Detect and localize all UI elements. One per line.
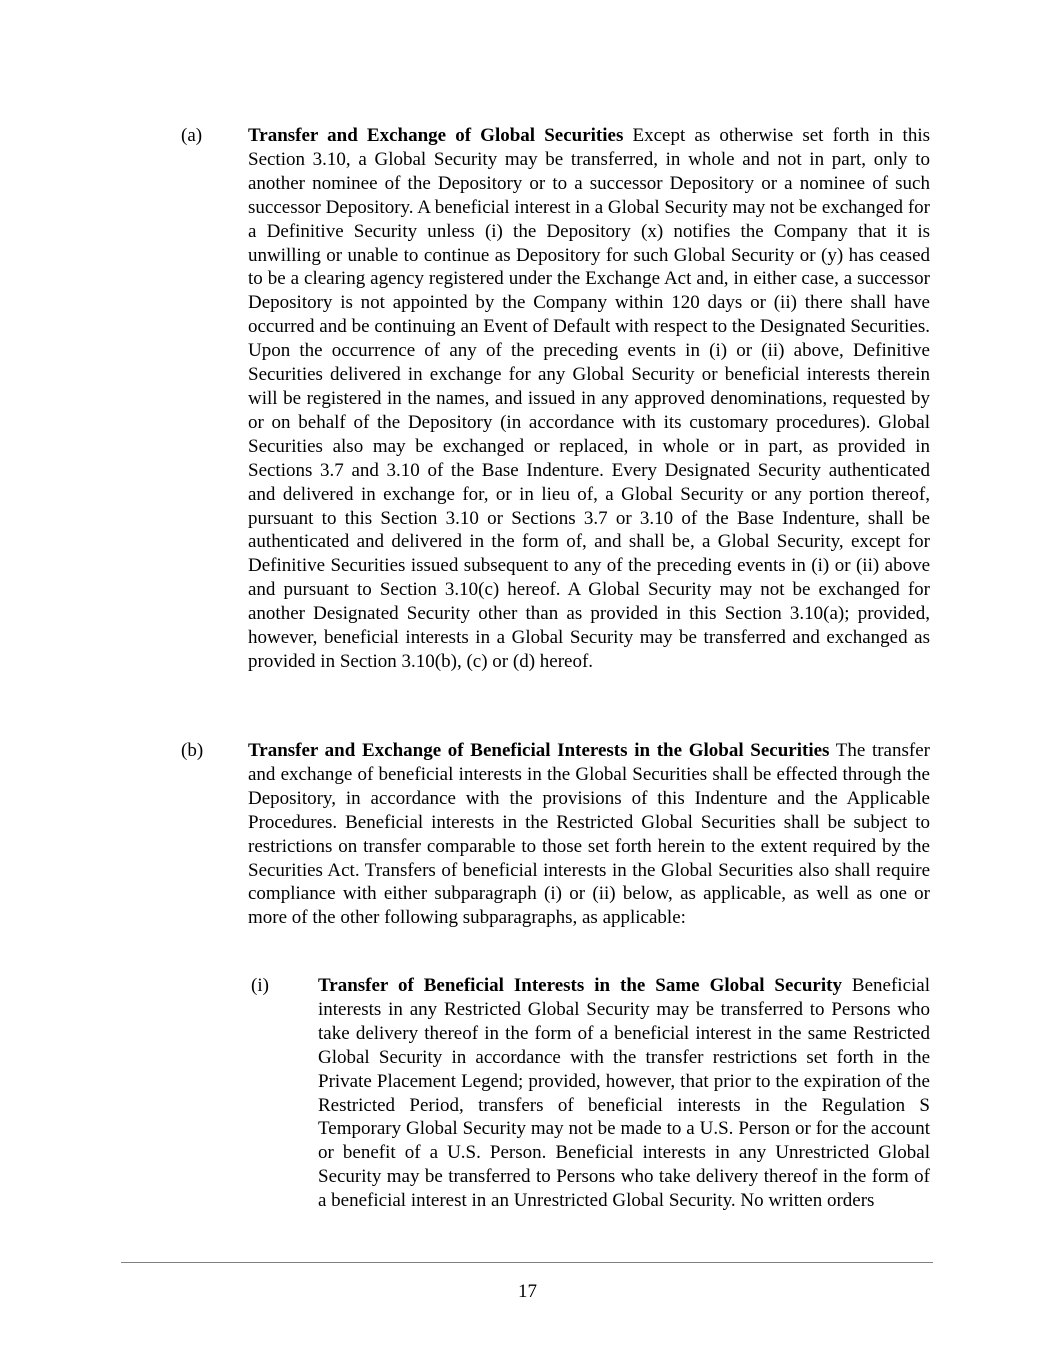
section-b-marker: (b): [181, 740, 204, 761]
section-b-text: The transfer and exchange of beneficial interests in the Global Securities shall be effected through the Depository, in accordance with the provisions of this Indenture and the Applicable Procedures. Beneficial interests in the Restricted Global Securities shall be subject to restrictions on transfer comparable to those set forth herein to the extent required by the Securities Act. Transfers of beneficial interests in the Global Securities also shall require compliance with either subparagraph (i) or (ii) below, as applicable, as well as one or more of the other following subparagraphs, as applicable:: [248, 740, 930, 929]
section-b-i-heading: Transfer of Beneficial Interests in the Same Global Security: [318, 975, 842, 996]
section-b-paragraph: [248, 739, 930, 930]
section-a-heading: Transfer and Exchange of Global Securities: [248, 125, 624, 146]
page-number: 17: [518, 1281, 537, 1302]
section-b-i-marker: (i): [251, 975, 269, 996]
section-b-heading: Transfer and Exchange of Beneficial Interests in the Global Securities: [248, 740, 830, 761]
section-a-text: Except as otherwise set forth in this Section 3.10, a Global Security may be transferred, in whole and not in part, only to another nominee of the Depository or to a successor Depository or a nominee of such successor Depository. A beneficial interest in a Global Security may not be exchanged for a Definitive Security unless (i) the Depository (x) notifies the Company that it is unwilling or unable to continue as Depository for such Global Security or (y) has ceased to be a clearing agency registered under the Exchange Act and, in either case, a successor Depository is not appointed by the Company within 120 days or (ii) there shall have occurred and be continuing an Event of Default with respect to the Designated Securities. Upon the occurrence of any of the preceding events in (i) or (ii) above, Definitive Securities delivered in exchange for any Global Security or beneficial interests therein will be registered in the names, and issued in any approved denominations, requested by or on behalf of the Depository (in accordance with its customary procedures). Global Securities also may be exchanged or replaced, in whole or in part, as provided in Sections 3.7 and 3.10 of the Base Indenture. Every Designated Security authenticated and delivered in exchange for, or in lieu of, a Global Security or any portion thereof, pursuant to this Section 3.10 or Sections 3.7 or 3.10 of the Base Indenture, shall be authenticated and delivered in the form of, and shall be, a Global Security, except for Definitive Securities issued subsequent to any of the preceding events in (i) or (ii) above and pursuant to Section 3.10(c) hereof. A Global Security may not be exchanged for another Designated Security other than as provided in this Section 3.10(a); provided, however, beneficial interests in a Global Security may be transferred and exchanged as provided in Section 3.10(b), (c) or (d) hereof.: [248, 125, 931, 672]
section-b-i-text: Beneficial interests in any Restricted Global Security may be transferred to Persons who take delivery thereof in the form of a beneficial interest in the same Restricted Global Security in accordance with the transfer restrictions set forth in the Private Placement Legend; provided, however, that prior to the expiration of the Restricted Period, transfers of beneficial interests in the Regulation S Temporary Global Security may not be made to a U.S. Person or for the account or benefit of a U.S. Person. Beneficial interests in any Unrestricted Global Security may be transferred to Persons who take delivery thereof in the form of a beneficial interest in an Unrestricted Global Security. No written orders: [318, 975, 930, 1212]
section-b-i-paragraph: [318, 974, 930, 1213]
section-a-marker: (a): [181, 125, 203, 146]
footer-divider: [121, 1262, 933, 1263]
section-a-paragraph: [248, 124, 930, 674]
